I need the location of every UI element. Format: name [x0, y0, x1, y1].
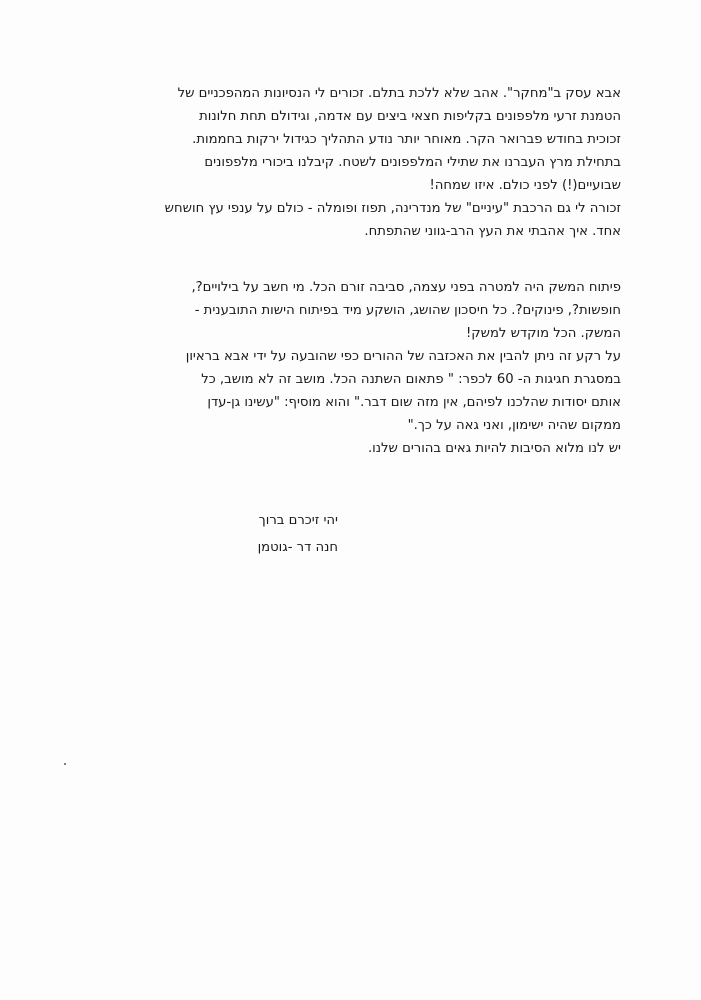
paragraph-2	[76, 276, 621, 460]
text-line: אותם יסודות שהלכנו לפיהם, אין מזה שום דבר." והוא מוסיף: "עשינו גן-עדן	[207, 395, 621, 410]
text-line: הטמנת זרעי מלפפונים בקליפות חצאי ביצים עם אדמה, וגידולם תחת חלונות	[199, 109, 621, 124]
text-line: פיתוח המשק היה למטרה בפני עצמה, סביבה זורם הכל. מי חשב על בילויים?,	[191, 280, 621, 295]
scan-speck	[64, 763, 66, 765]
text-line: אחד. איך אהבתי את העץ הרב-גווני שהתפתח.	[364, 224, 621, 239]
text-line: ממקום שהיה ישימון, ואני גאה על כך."	[407, 418, 621, 433]
text-line: זכורה לי גם הרכבת "עיניים" של מנדרינה, תפוז ופומלה - כולם על ענפי עץ חושחש	[164, 201, 621, 216]
text-line: שבועיים(!) לפני כולם. איזו שמחה!	[429, 178, 621, 193]
text-line: בתחילת מרץ העברנו את שתילי המלפפונים לשטח. קיבלנו ביכורי מלפפונים	[204, 155, 621, 170]
text-line: המשק. הכל מוקדש למשק!	[465, 326, 621, 341]
text-line: על רקע זה ניתן להבין את האכזבה של ההורים כפי שהובעה על ידי אבא בראיון	[185, 349, 621, 364]
signature-block	[258, 507, 338, 561]
memorial-line: יהי זיכרם ברוך	[258, 513, 338, 528]
paragraph-1	[76, 82, 621, 243]
text-line: יש לנו מלוא הסיבות להיות גאים בהורים שלנו.	[367, 441, 621, 456]
text-line: אבא עסק ב"מחקר". אהב שלא ללכת בתלם. זכורים לי הנסיונות המהפכניים של	[177, 86, 621, 101]
text-line: במסגרת חגיגות ה- 60 לכפר: " פתאום השתנה הכל. מושב זה לא מושב, כל	[201, 372, 621, 387]
text-line: חופשות?, פינוקים?. כל חיסכון שהושג, הושקע מיד בפיתוח הישות התובענית -	[194, 303, 621, 318]
author-name: חנה דר -גוטמן	[257, 540, 338, 555]
text-line: זכוכית בחודש פברואר הקר. מאוחר יותר נודע התהליך כגידול ירקות בחממות.	[192, 132, 621, 147]
